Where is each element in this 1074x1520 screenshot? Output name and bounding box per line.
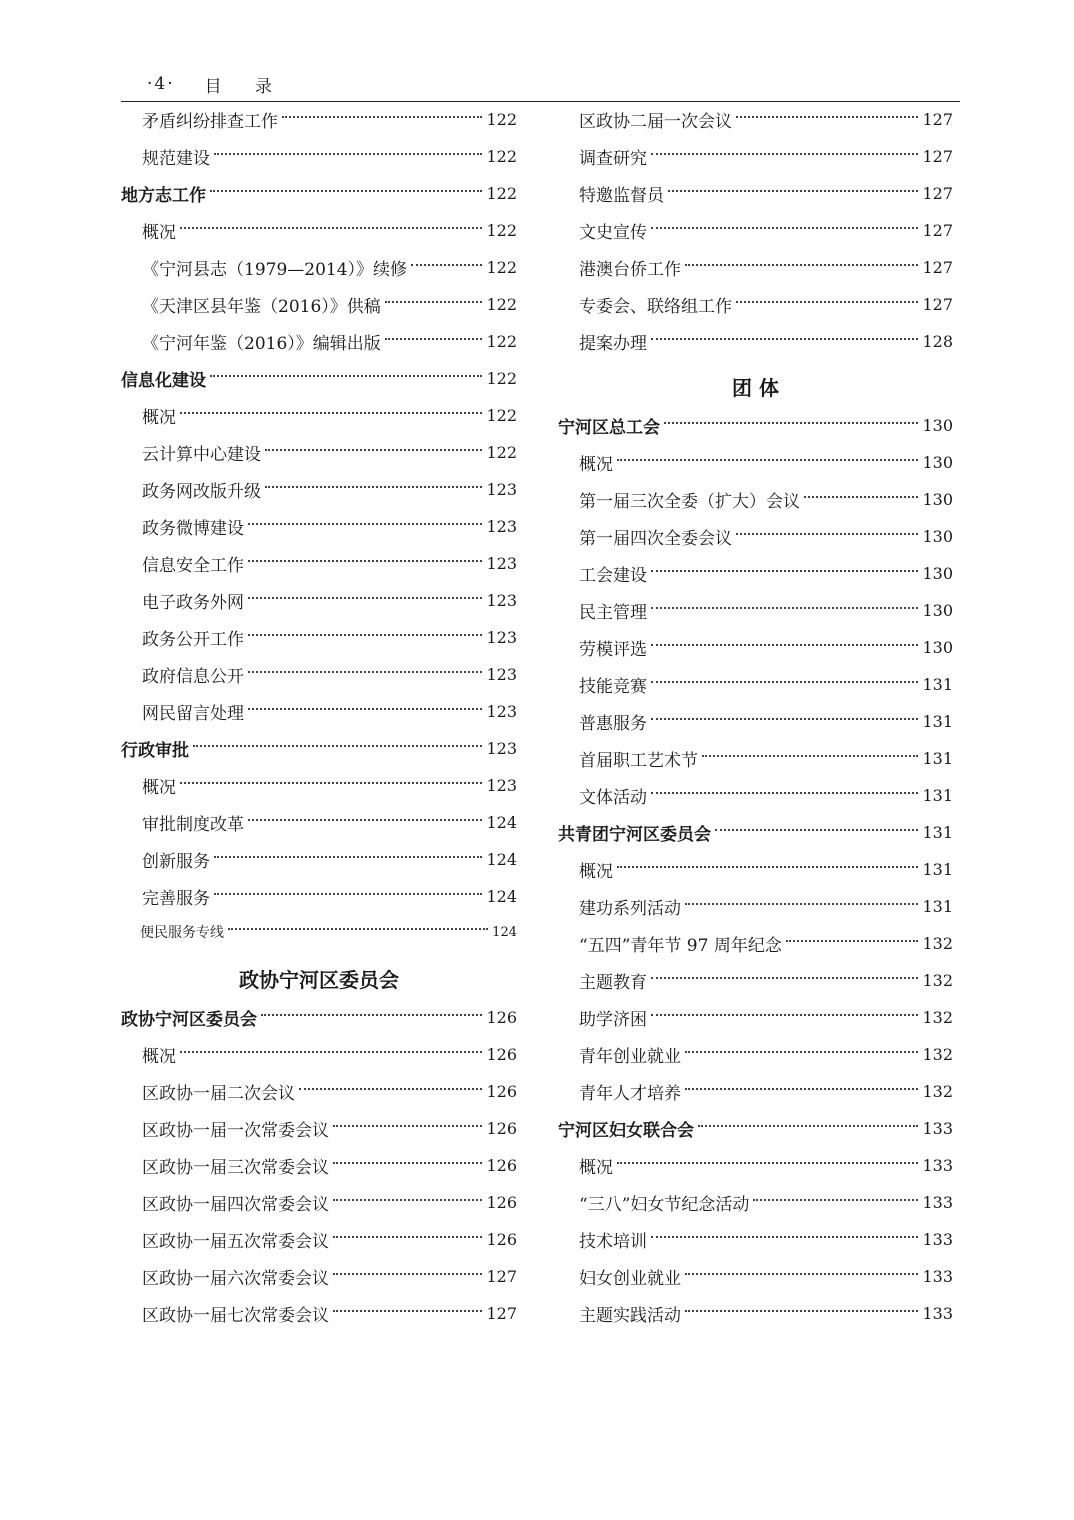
entry-title: 普惠服务	[579, 714, 647, 734]
header-title: 目 录	[204, 76, 287, 97]
entry-page-number: 123	[486, 739, 517, 758]
entry-title: 电子政务外网	[142, 593, 244, 613]
entry-page-number: 133	[922, 1304, 953, 1323]
entry-title: 概况	[579, 1158, 613, 1178]
entry-page-number: 132	[922, 971, 953, 990]
toc-entry[interactable]	[121, 804, 517, 841]
dot-leader	[702, 755, 918, 757]
entry-page-number: 133	[922, 1230, 953, 1249]
toc-entry[interactable]	[558, 740, 953, 777]
dot-leader	[282, 116, 482, 118]
dot-leader	[698, 1125, 918, 1127]
toc-entry[interactable]	[121, 915, 517, 949]
dot-leader	[333, 1273, 482, 1275]
dot-leader	[651, 227, 918, 229]
toc-entry[interactable]	[121, 1258, 517, 1295]
entry-title: 概况	[142, 1047, 176, 1067]
dot-leader	[736, 533, 918, 535]
entry-title: 民主管理	[579, 603, 647, 623]
entry-title: 政协宁河区委员会	[121, 1010, 257, 1030]
entry-title: 政府信息公开	[142, 667, 244, 687]
entry-page-number: 123	[486, 702, 517, 721]
dot-leader	[685, 264, 918, 266]
toc-entry[interactable]	[558, 1147, 953, 1184]
entry-page-number: 127	[922, 295, 953, 314]
entry-page-number: 133	[922, 1193, 953, 1212]
entry-page-number: 127	[922, 184, 953, 203]
entry-title: 宁河区总工会	[558, 418, 660, 438]
toc-entry[interactable]	[558, 518, 953, 555]
toc-entry[interactable]	[121, 471, 517, 508]
toc-heading-entry[interactable]	[121, 730, 517, 767]
toc-entry[interactable]	[121, 1221, 517, 1258]
dot-leader	[248, 634, 482, 636]
entry-title: 规范建设	[142, 149, 210, 169]
entry-title: 宁河区妇女联合会	[558, 1121, 694, 1141]
toc-entry[interactable]	[121, 1184, 517, 1221]
dot-leader	[228, 928, 488, 930]
toc-entry[interactable]	[558, 1295, 953, 1332]
dot-leader	[651, 153, 918, 155]
entry-page-number: 131	[922, 897, 953, 916]
dot-leader	[651, 681, 918, 683]
entry-title: 概况	[142, 778, 176, 798]
toc-entry[interactable]	[121, 1295, 517, 1332]
dot-leader	[651, 977, 918, 979]
entry-title: 区政协一届一次常委会议	[142, 1121, 329, 1141]
section-title: 政协宁河区委员会	[239, 968, 399, 992]
entry-page-number: 122	[486, 221, 517, 240]
entry-title: 技术培训	[579, 1232, 647, 1252]
toc-entry[interactable]	[558, 555, 953, 592]
toc-entry[interactable]	[558, 212, 953, 249]
entry-title: 审批制度改革	[142, 815, 244, 835]
toc-entry[interactable]	[558, 592, 953, 629]
dot-leader	[261, 1014, 482, 1016]
entry-page-number: 122	[486, 443, 517, 462]
toc-entry[interactable]	[121, 249, 517, 286]
toc-entry[interactable]	[121, 138, 517, 175]
toc-entry[interactable]	[558, 249, 953, 286]
dot-leader	[385, 338, 483, 340]
entry-page-number: 122	[486, 147, 517, 166]
entry-page-number: 124	[486, 813, 517, 832]
entry-page-number: 127	[922, 110, 953, 129]
entry-page-number: 122	[486, 258, 517, 277]
entry-page-number: 122	[486, 295, 517, 314]
entry-title: 主题教育	[579, 973, 647, 993]
entry-page-number: 124	[492, 924, 517, 940]
toc-heading-entry[interactable]	[121, 175, 517, 212]
entry-title: 工会建设	[579, 566, 647, 586]
entry-page-number: 130	[922, 453, 953, 472]
toc-entry[interactable]	[121, 545, 517, 582]
toc-entry[interactable]	[558, 1258, 953, 1295]
dot-leader	[210, 190, 482, 192]
entry-title: 区政协一届七次常委会议	[142, 1306, 329, 1326]
toc-entry[interactable]	[558, 1184, 953, 1221]
entry-page-number: 131	[922, 823, 953, 842]
entry-title: 信息安全工作	[142, 556, 244, 576]
toc-column-right	[558, 101, 953, 1332]
entry-page-number: 126	[486, 1193, 517, 1212]
entry-title: 完善服务	[142, 889, 210, 909]
entry-title: 技能竞赛	[579, 677, 647, 697]
dot-leader	[685, 903, 918, 905]
dot-leader	[248, 708, 482, 710]
dot-leader	[617, 459, 918, 461]
dot-leader	[651, 570, 918, 572]
toc-entry[interactable]	[121, 878, 517, 915]
entry-page-number: 123	[486, 665, 517, 684]
entry-page-number: 126	[486, 1156, 517, 1175]
entry-title: “五四”青年节 97 周年纪念	[579, 936, 782, 956]
toc-column-left	[121, 101, 517, 1332]
toc-entry[interactable]	[558, 323, 953, 360]
dot-leader	[651, 644, 918, 646]
entry-page-number: 133	[922, 1267, 953, 1286]
dot-leader	[651, 1236, 918, 1238]
entry-page-number: 126	[486, 1008, 517, 1027]
toc-entry[interactable]	[558, 888, 953, 925]
entry-title: 概况	[579, 455, 613, 475]
entry-page-number: 127	[922, 258, 953, 277]
dot-leader	[248, 819, 482, 821]
dot-leader	[786, 940, 919, 942]
toc-entry[interactable]	[558, 925, 953, 962]
toc-entry[interactable]	[121, 323, 517, 360]
entry-page-number: 131	[922, 749, 953, 768]
entry-page-number: 130	[922, 527, 953, 546]
entry-page-number: 122	[486, 110, 517, 129]
entry-title: 区政协一届四次常委会议	[142, 1195, 329, 1215]
dot-leader	[265, 486, 482, 488]
dot-leader	[651, 338, 918, 340]
toc-block	[558, 101, 953, 360]
entry-title: 青年创业就业	[579, 1047, 681, 1067]
toc-entry[interactable]	[558, 286, 953, 323]
dot-leader	[685, 1051, 918, 1053]
dot-leader	[248, 597, 482, 599]
toc-entry[interactable]	[558, 481, 953, 518]
entry-title: 妇女创业就业	[579, 1269, 681, 1289]
entry-page-number: 124	[486, 887, 517, 906]
entry-title: 《宁河县志（1979—2014）》续修	[142, 260, 408, 280]
entry-title: 文体活动	[579, 788, 647, 808]
entry-page-number: 127	[486, 1267, 517, 1286]
entry-page-number: 126	[486, 1119, 517, 1138]
entry-title: 行政审批	[121, 741, 189, 761]
entry-page-number: 123	[486, 554, 517, 573]
entry-page-number: 122	[486, 369, 517, 388]
entry-page-number: 123	[486, 517, 517, 536]
entry-page-number: 132	[922, 1008, 953, 1027]
toc-entry[interactable]	[558, 999, 953, 1036]
entry-page-number: 122	[486, 184, 517, 203]
entry-page-number: 123	[486, 480, 517, 499]
dot-leader	[664, 422, 918, 424]
entry-title: 云计算中心建设	[142, 445, 261, 465]
toc-entry[interactable]	[121, 841, 517, 878]
toc-entry[interactable]	[121, 619, 517, 656]
entry-title: 特邀监督员	[579, 186, 664, 206]
section-title: 团 体	[732, 376, 779, 400]
toc-entry[interactable]	[121, 286, 517, 323]
dot-leader	[685, 1088, 918, 1090]
entry-title: 文史宣传	[579, 223, 647, 243]
dot-leader	[214, 153, 482, 155]
entry-page-number: 130	[922, 601, 953, 620]
dot-leader	[617, 1162, 918, 1164]
entry-title: 概况	[142, 408, 176, 428]
dot-leader	[248, 560, 482, 562]
toc-heading-entry[interactable]	[558, 814, 953, 851]
toc-heading-entry[interactable]	[121, 999, 517, 1036]
entry-page-number: 131	[922, 860, 953, 879]
entry-title: 建功系列活动	[579, 899, 681, 919]
entry-title: 劳模评选	[579, 640, 647, 660]
entry-page-number: 131	[922, 712, 953, 731]
entry-page-number: 132	[922, 934, 953, 953]
entry-title: “三八”妇女节纪念活动	[579, 1195, 750, 1215]
dot-leader	[333, 1162, 482, 1164]
dot-leader	[411, 264, 482, 266]
toc-entry[interactable]	[121, 693, 517, 730]
toc-entry[interactable]	[558, 629, 953, 666]
toc-entry[interactable]	[558, 703, 953, 740]
entry-title: 区政协一届六次常委会议	[142, 1269, 329, 1289]
entry-page-number: 127	[922, 221, 953, 240]
entry-title: 共青团宁河区委员会	[558, 825, 711, 845]
entry-title: 主题实践活动	[579, 1306, 681, 1326]
toc-entry[interactable]	[558, 777, 953, 814]
entry-page-number: 122	[486, 406, 517, 425]
dot-leader	[265, 449, 482, 451]
toc-entry[interactable]	[121, 101, 517, 138]
toc-entry[interactable]	[121, 508, 517, 545]
entry-title: 第一届四次全委会议	[579, 529, 732, 549]
toc-heading-entry[interactable]	[558, 407, 953, 444]
entry-page-number: 127	[486, 1304, 517, 1323]
toc-entry[interactable]	[558, 1036, 953, 1073]
entry-title: 矛盾纠纷排查工作	[142, 112, 278, 132]
entry-title: 地方志工作	[121, 186, 206, 206]
dot-leader	[180, 782, 482, 784]
dot-leader	[248, 523, 482, 525]
dot-leader	[715, 829, 918, 831]
entry-page-number: 126	[486, 1045, 517, 1064]
dot-leader	[736, 116, 918, 118]
toc-block	[121, 999, 517, 1332]
dot-leader	[617, 866, 918, 868]
entry-page-number: 128	[922, 332, 953, 351]
entry-title: 政务网改版升级	[142, 482, 261, 502]
entry-page-number: 127	[922, 147, 953, 166]
dot-leader	[668, 190, 918, 192]
entry-page-number: 130	[922, 490, 953, 509]
toc-entry[interactable]	[121, 1147, 517, 1184]
dot-leader	[736, 301, 918, 303]
entry-title: 专委会、联络组工作	[579, 297, 732, 317]
entry-title: 政务公开工作	[142, 630, 244, 650]
dot-leader	[214, 893, 482, 895]
entry-page-number: 132	[922, 1082, 953, 1101]
entry-page-number: 122	[486, 332, 517, 351]
entry-title: 区政协二届一次会议	[579, 112, 732, 132]
entry-page-number: 130	[922, 416, 953, 435]
dot-leader	[385, 301, 483, 303]
toc-entry[interactable]	[558, 962, 953, 999]
dot-leader	[651, 792, 918, 794]
toc-entry[interactable]	[558, 101, 953, 138]
toc-entry[interactable]	[558, 138, 953, 175]
dot-leader	[333, 1199, 482, 1201]
entry-page-number: 124	[486, 850, 517, 869]
entry-title: 助学济困	[579, 1010, 647, 1030]
dot-leader	[651, 607, 918, 609]
entry-title: 提案办理	[579, 334, 647, 354]
entry-page-number: 126	[486, 1230, 517, 1249]
dot-leader	[180, 412, 482, 414]
entry-title: 港澳台侨工作	[579, 260, 681, 280]
toc-entry[interactable]	[558, 666, 953, 703]
page-number: ·4·	[147, 74, 175, 94]
running-header	[147, 70, 286, 98]
dot-leader	[180, 1051, 482, 1053]
toc-entry[interactable]	[558, 1221, 953, 1258]
dot-leader	[685, 1310, 918, 1312]
toc-entry[interactable]	[121, 212, 517, 249]
toc-entry[interactable]	[121, 397, 517, 434]
entry-page-number: 131	[922, 786, 953, 805]
toc-block	[558, 407, 953, 1332]
dot-leader	[685, 1273, 918, 1275]
entry-title: 信息化建设	[121, 371, 206, 391]
toc-heading-entry[interactable]	[121, 360, 517, 397]
entry-title: 第一届三次全委（扩大）会议	[579, 492, 800, 512]
dot-leader	[214, 856, 482, 858]
toc-heading-entry[interactable]	[558, 1110, 953, 1147]
toc-entry[interactable]	[121, 1036, 517, 1073]
entry-title: 概况	[142, 223, 176, 243]
dot-leader	[753, 1199, 918, 1201]
entry-title: 《天津区县年鉴（2016）》供稿	[142, 297, 381, 317]
toc-entry[interactable]	[121, 582, 517, 619]
toc-entry[interactable]	[121, 767, 517, 804]
dot-leader	[651, 1014, 918, 1016]
entry-title: 创新服务	[142, 852, 210, 872]
toc-entry[interactable]	[121, 1110, 517, 1147]
entry-title: 青年人才培养	[579, 1084, 681, 1104]
entry-page-number: 126	[486, 1082, 517, 1101]
toc-entry[interactable]	[121, 1073, 517, 1110]
entry-title: 政务微博建设	[142, 519, 244, 539]
entry-page-number: 133	[922, 1119, 953, 1138]
dot-leader	[333, 1236, 482, 1238]
entry-title: 调查研究	[579, 149, 647, 169]
toc-entry[interactable]	[558, 175, 953, 212]
entry-page-number: 123	[486, 776, 517, 795]
entry-title: 便民服务专线	[140, 925, 224, 941]
dot-leader	[193, 745, 482, 747]
entry-title: 概况	[579, 862, 613, 882]
entry-title: 《宁河年鉴（2016）》编辑出版	[142, 334, 381, 354]
entry-page-number: 123	[486, 628, 517, 647]
dot-leader	[299, 1088, 482, 1090]
entry-title: 区政协一届二次会议	[142, 1084, 295, 1104]
entry-page-number: 130	[922, 564, 953, 583]
dot-leader	[333, 1310, 482, 1312]
entry-page-number: 133	[922, 1156, 953, 1175]
toc-block	[121, 101, 517, 949]
dot-leader	[804, 496, 918, 498]
dot-leader	[180, 227, 482, 229]
entry-page-number: 131	[922, 675, 953, 694]
toc-entry[interactable]	[558, 444, 953, 481]
dot-leader	[651, 718, 918, 720]
toc-entry[interactable]	[558, 851, 953, 888]
toc-entry[interactable]	[121, 434, 517, 471]
entry-title: 网民留言处理	[142, 704, 244, 724]
dot-leader	[333, 1125, 482, 1127]
entry-page-number: 123	[486, 591, 517, 610]
dot-leader	[248, 671, 482, 673]
entry-title: 区政协一届三次常委会议	[142, 1158, 329, 1178]
toc-entry[interactable]	[121, 656, 517, 693]
dot-leader	[210, 375, 482, 377]
entry-title: 首届职工艺术节	[579, 751, 698, 771]
toc-entry[interactable]	[558, 1073, 953, 1110]
entry-page-number: 130	[922, 638, 953, 657]
entry-title: 区政协一届五次常委会议	[142, 1232, 329, 1252]
entry-page-number: 132	[922, 1045, 953, 1064]
